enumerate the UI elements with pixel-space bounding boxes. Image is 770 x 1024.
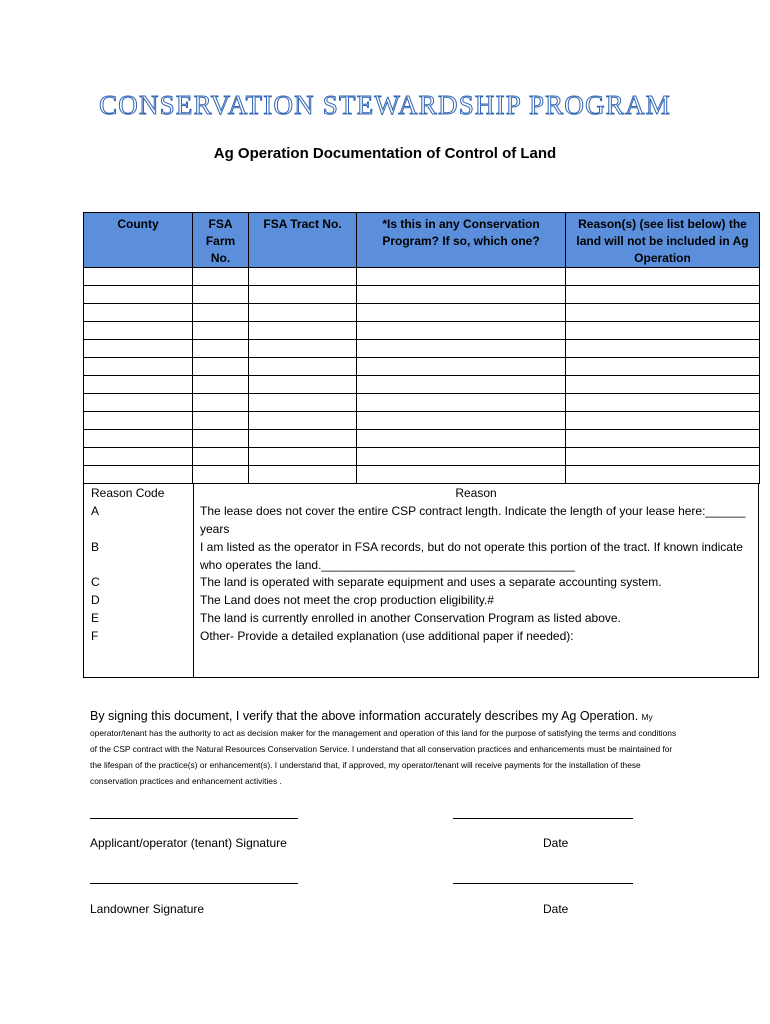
verification-statement — [90, 709, 680, 789]
table-header-row — [84, 213, 760, 268]
reason-text-b: I am listed as the operator in FSA records, but do not operate this portion of the tract. If known indicate who operates the land.______________________________________ — [200, 540, 743, 572]
table-cell[interactable] — [249, 412, 357, 430]
landowner-date-label: Date — [543, 902, 569, 916]
table-cell[interactable] — [566, 448, 760, 466]
table-cell[interactable] — [357, 286, 566, 304]
reason-divider — [193, 484, 194, 677]
table-cell[interactable] — [566, 304, 760, 322]
reason-code-b: B — [91, 540, 100, 554]
table-cell[interactable] — [84, 412, 193, 430]
reason-header: Reason — [455, 486, 497, 500]
reason-code-header: Reason Code — [91, 486, 165, 500]
reason-text-e: The land is currently enrolled in another Conservation Program as listed above. — [200, 611, 621, 625]
applicant-date-label: Date — [543, 836, 569, 850]
table-cell[interactable] — [249, 304, 357, 322]
table-cell[interactable] — [357, 376, 566, 394]
table-cell[interactable] — [566, 376, 760, 394]
applicant-date-line[interactable] — [453, 818, 633, 819]
reason-code-f: F — [91, 629, 99, 643]
table-row — [84, 430, 760, 448]
table-cell[interactable] — [193, 340, 249, 358]
table-cell[interactable] — [357, 412, 566, 430]
table-cell[interactable] — [566, 358, 760, 376]
table-cell[interactable] — [193, 268, 249, 286]
table-cell[interactable] — [566, 394, 760, 412]
reason-code-box — [83, 483, 759, 678]
table-cell[interactable] — [193, 412, 249, 430]
table-cell[interactable] — [84, 430, 193, 448]
table-row — [84, 376, 760, 394]
table-cell[interactable] — [84, 322, 193, 340]
table-cell[interactable] — [193, 286, 249, 304]
table-cell[interactable] — [357, 322, 566, 340]
reason-code-c: C — [91, 575, 100, 589]
table-cell[interactable] — [84, 358, 193, 376]
header-reasons: Reason(s) (see list below) the land will not be included in Ag Operation — [566, 213, 760, 268]
header-fsa-tract-no: FSA Tract No. — [249, 213, 357, 268]
table-cell[interactable] — [566, 466, 760, 484]
table-cell[interactable] — [357, 430, 566, 448]
reason-code-e: E — [91, 611, 100, 625]
header-fsa-farm-no: FSA Farm No. — [193, 213, 249, 268]
table-cell[interactable] — [193, 448, 249, 466]
header-conservation-program: *Is this in any Conservation Program? If so, which one? — [357, 213, 566, 268]
reason-text-a: The lease does not cover the entire CSP contract length. Indicate the length of your lease here:______ years — [200, 504, 746, 536]
table-cell[interactable] — [193, 304, 249, 322]
landowner-signature-label: Landowner Signature — [90, 902, 205, 916]
table-cell[interactable] — [249, 430, 357, 448]
table-cell[interactable] — [84, 286, 193, 304]
table-cell[interactable] — [193, 358, 249, 376]
table-cell[interactable] — [193, 322, 249, 340]
table-cell[interactable] — [84, 394, 193, 412]
table-row — [84, 322, 760, 340]
table-cell[interactable] — [566, 322, 760, 340]
landowner-signature-line[interactable] — [90, 883, 298, 884]
table-row — [84, 268, 760, 286]
table-row — [84, 304, 760, 322]
table-cell[interactable] — [357, 340, 566, 358]
table-row — [84, 394, 760, 412]
table-cell[interactable] — [357, 304, 566, 322]
table-cell[interactable] — [249, 322, 357, 340]
table-cell[interactable] — [84, 340, 193, 358]
applicant-signature-line[interactable] — [90, 818, 298, 819]
table-cell[interactable] — [249, 376, 357, 394]
table-row — [84, 340, 760, 358]
table-cell[interactable] — [84, 304, 193, 322]
table-cell[interactable] — [249, 448, 357, 466]
form-subtitle: Ag Operation Documentation of Control of Land — [213, 145, 557, 162]
reason-code-a: A — [91, 504, 100, 518]
table-cell[interactable] — [249, 394, 357, 412]
table-cell[interactable] — [566, 286, 760, 304]
table-cell[interactable] — [84, 376, 193, 394]
table-cell[interactable] — [249, 358, 357, 376]
table-body — [84, 268, 760, 484]
applicant-signature-label: Applicant/operator (tenant) Signature — [90, 836, 287, 850]
table-cell[interactable] — [84, 268, 193, 286]
table-cell[interactable] — [193, 376, 249, 394]
reason-text-d: The Land does not meet the crop production eligibility.# — [200, 593, 494, 607]
table-cell[interactable] — [249, 286, 357, 304]
table-cell[interactable] — [193, 430, 249, 448]
table-cell[interactable] — [566, 412, 760, 430]
table-row — [84, 358, 760, 376]
table-cell[interactable] — [566, 340, 760, 358]
table-row — [84, 466, 760, 484]
land-table — [83, 212, 760, 484]
table-cell[interactable] — [249, 268, 357, 286]
landowner-date-line[interactable] — [453, 883, 633, 884]
table-cell[interactable] — [357, 394, 566, 412]
table-cell[interactable] — [566, 430, 760, 448]
table-row — [84, 448, 760, 466]
form-title: CONSERVATION STEWARDSHIP PROGRAM — [99, 90, 671, 120]
table-row — [84, 286, 760, 304]
table-cell[interactable] — [193, 394, 249, 412]
reason-text-f: Other- Provide a detailed explanation (use additional paper if needed): — [200, 629, 574, 643]
reason-code-d: D — [91, 593, 100, 607]
table-cell[interactable] — [84, 466, 193, 484]
table-cell[interactable] — [566, 268, 760, 286]
table-cell[interactable] — [249, 340, 357, 358]
table-cell[interactable] — [249, 466, 357, 484]
table-cell[interactable] — [84, 448, 193, 466]
verification-lead: By signing this document, I verify that the above information accurately describes my Ag Operation. — [90, 709, 639, 723]
table-cell[interactable] — [357, 358, 566, 376]
table-row — [84, 412, 760, 430]
table-cell[interactable] — [357, 268, 566, 286]
table-cell[interactable] — [193, 466, 249, 484]
table-cell[interactable] — [357, 448, 566, 466]
reason-text-c: The land is operated with separate equipment and uses a separate accounting system. — [200, 575, 662, 589]
verification-body: My operator/tenant has the authority to act as decision maker for the management and operation of this land for the purpose of satisfying the terms and conditions of the CSP contract with the Natural Resources Conservation Service. I understand that all conservation practices and enhancements must be maintained for the lifespan of the practice(s) or enhancement(s). I understand that, if approved, my operator/tenant will receive payments for the installation of these conservation practices and enhancement activities . — [90, 712, 677, 786]
header-county: County — [84, 213, 193, 268]
table-cell[interactable] — [357, 466, 566, 484]
